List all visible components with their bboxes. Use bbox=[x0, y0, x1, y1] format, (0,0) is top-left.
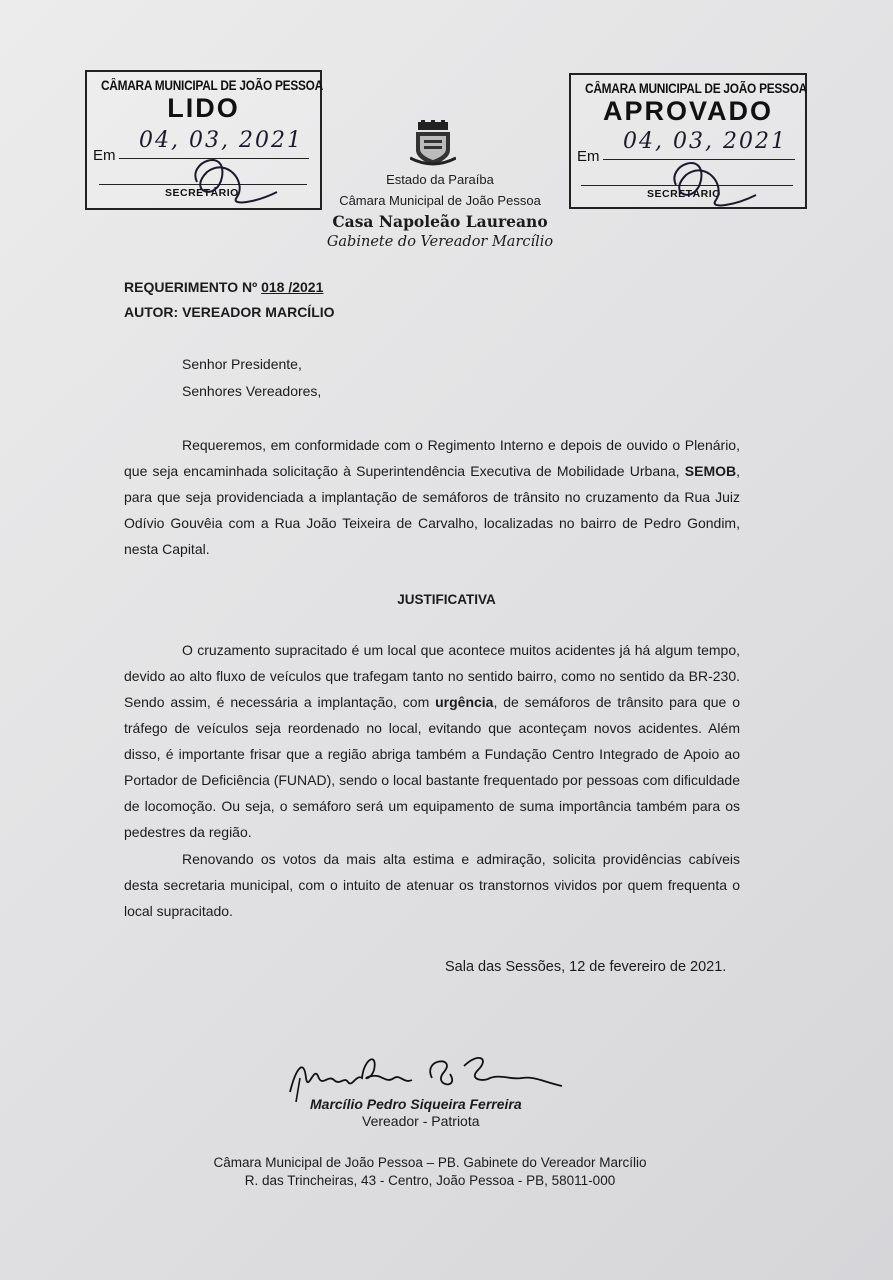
stamp-aprovado bbox=[569, 73, 807, 209]
stamp-date: 04, 03, 2021 bbox=[623, 129, 787, 154]
stamp-title: CÂMARA MUNICIPAL DE JOÃO PESSOA bbox=[585, 81, 808, 96]
justification-text-urgency: urgência bbox=[435, 694, 494, 710]
stamp-status: LIDO bbox=[167, 93, 240, 123]
requerimento-number: 018 /2021 bbox=[261, 279, 324, 295]
closing-paragraph: Renovando os votos da mais alta estima e admiração, solicita providências cabíveis desta secretaria municipal, com o intuito de atenuar os transtornos vividos por quem frequenta o local supracitado. bbox=[124, 851, 740, 919]
request-text-a: Requeremos, em conformidade com o Regimento Interno e depois de ouvido o Plenário, que seja encaminhada solicitação à Superintendência Executiva de Mobilidade Urbana, bbox=[124, 437, 740, 479]
header-house: Casa Napoleão Laureano bbox=[332, 212, 548, 231]
stamp-lido bbox=[85, 70, 322, 210]
stamp-status: APROVADO bbox=[602, 96, 773, 126]
signatory-role: Vereador - Patriota bbox=[362, 1113, 480, 1129]
request-paragraph bbox=[124, 432, 740, 562]
stamp-em-label: Em bbox=[93, 147, 116, 164]
header-chamber: Câmara Municipal de João Pessoa bbox=[339, 193, 541, 208]
stamp-em-label: Em bbox=[577, 148, 600, 165]
requerimento-label: REQUERIMENTO Nº bbox=[124, 279, 262, 295]
requerimento-title bbox=[124, 279, 323, 295]
requerimento-author: AUTOR: VEREADOR MARCÍLIO bbox=[124, 304, 335, 320]
header-state: Estado da Paraíba bbox=[386, 172, 494, 187]
stamp-date: 04, 03, 2021 bbox=[139, 128, 303, 153]
request-text-semob: SEMOB bbox=[684, 463, 737, 479]
request-text-c: , para que seja providenciada a implantação de semáforos de trânsito no cruzamento da Rua Juiz Odívio Gouvêia com a Rua João Teixeira de Carvalho, localizadas no bairro de Pedro Gondim, nesta Capital. bbox=[124, 463, 740, 557]
stamp-secretary-label: SECRETÁRIO bbox=[647, 188, 721, 200]
justificativa-heading: JUSTIFICATIVA bbox=[397, 592, 496, 607]
header-office: Gabinete do Vereador Marcílio bbox=[326, 234, 554, 250]
stamp-title: CÂMARA MUNICIPAL DE JOÃO PESSOA bbox=[100, 78, 323, 93]
justification-text-c: , de semáforos de trânsito para que o tráfego de veículos seja reordenado no local, evitando que aconteçam novos acidentes. Além disso, é importante frisar que a região abriga também a Fundação Centro Integrado de Apoio ao Portador de Deficiência (FUNAD), sendo o local bastante frequentado por pessoas com dificuldade de locomoção. Ou seja, o semáforo será um equipamento de suma importância também para os pedestres da região. bbox=[124, 694, 740, 840]
justification-text-a: O cruzamento supracitado é um local que acontece muitos acidentes já há algum tempo, devido ao alto fluxo de veículos que trafegam tanto no sentido bairro, como no sentido da BR-230. Sendo assim, é necessária a implantação, com bbox=[124, 642, 740, 710]
greeting-president: Senhor Presidente, bbox=[182, 356, 302, 372]
stamp-signature-icon bbox=[167, 142, 287, 212]
place-date: Sala das Sessões, 12 de fevereiro de 2021. bbox=[445, 959, 727, 975]
coat-of-arms-icon bbox=[410, 120, 456, 166]
stamp-signature-icon bbox=[646, 145, 766, 215]
justification-paragraph bbox=[124, 637, 740, 845]
stamp-secretary-label: SECRETÁRIO bbox=[165, 187, 239, 199]
footer-address-line1: Câmara Municipal de João Pessoa – PB. Gabinete do Vereador Marcílio bbox=[213, 1155, 647, 1170]
greeting-councilors: Senhores Vereadores, bbox=[182, 383, 322, 399]
footer-address-line2: R. das Trincheiras, 43 - Centro, João Pessoa - PB, 58011-000 bbox=[244, 1173, 616, 1188]
signatory-name: Marcílio Pedro Siqueira Ferreira bbox=[310, 1096, 522, 1112]
